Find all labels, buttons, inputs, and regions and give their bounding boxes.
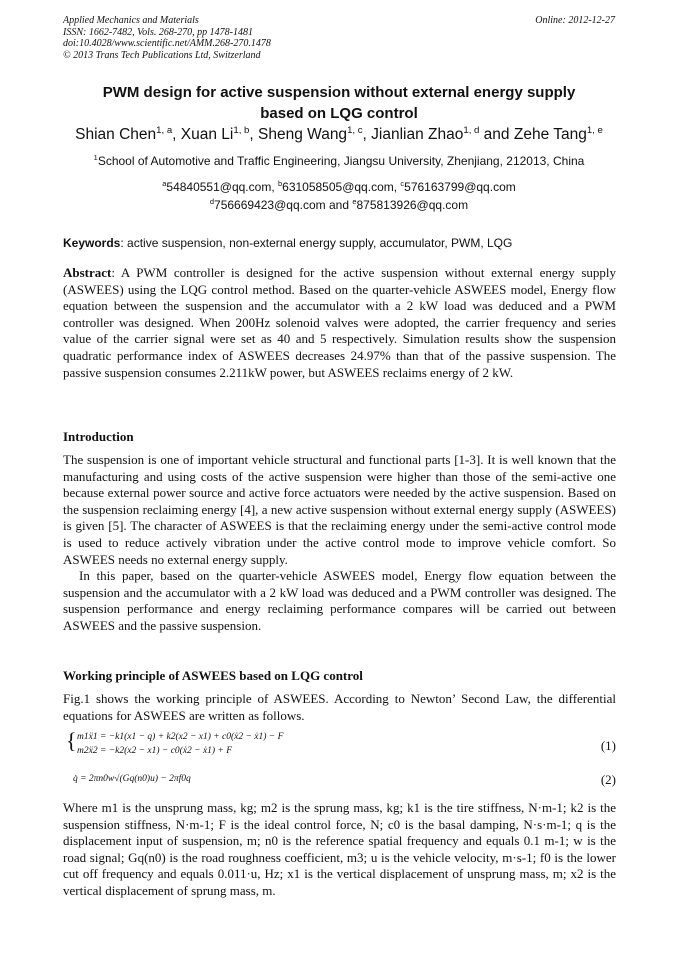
author-sup: 1, c: [347, 124, 363, 136]
introduction-body: [63, 452, 616, 635]
equation-1-line-1: m1ẍ1 = −k1(x1 − q) + k2(x2 − x1) + c0(ẋ2 − ẋ1) − F: [77, 732, 284, 742]
email-b[interactable]: 631058505@qq.com: [282, 180, 394, 194]
author-sup: 1, a: [156, 124, 173, 136]
keywords-text: active suspension, non-external energy supply, accumulator, PWM, LQG: [127, 236, 513, 250]
introduction-heading: Introduction: [63, 429, 134, 444]
email-e[interactable]: 875813926@qq.com: [356, 198, 469, 212]
equation-1-line-2: m2ẍ2 = −k2(x2 − x1) − c0(ẋ2 − ẋ1) + F: [77, 746, 233, 756]
equation-2: [63, 770, 616, 792]
author-list: Shian Chen$^{1, a}$, Xuan Li$^{1, b}$, Sheng Wang$^{1, c}$, Jianlian Zhao$^{1, d}$ and Zehe Tang$^{1, e}$: [75, 124, 603, 143]
equation-1-number: (1): [600, 738, 616, 753]
author-name: Xuan Li: [180, 126, 234, 143]
affiliation: [0, 154, 678, 168]
online-date: Online: 2012-12-27: [535, 15, 615, 26]
title-line-2: based on LQG control: [260, 105, 418, 122]
author-name: Sheng Wang: [258, 126, 348, 143]
equation-2-body: q̇ = 2πn0w√(Gq(n0)u) − 2πf0q: [73, 774, 191, 784]
journal-header: [63, 15, 615, 61]
abstract-text: A PWM controller is designed for the active suspension without external energy supply (ASWEES) using the LQG control method. Based on the quarter-vehicle ASWEES model, Energy flow equation between the suspension and the accumulator with a 2 kW load was deduced and a PWM controller was designed. When 200Hz solenoid valves were adopted, the carrier frequency and series value of the carrier signal were set as 40 and 5 respectively. Simulation results show the suspension quadratic performance index of ASWEES decreases 24.97% than that of the passive suspension. The passive suspension consumes 2.211kW power, but ASWEES reclaims energy of 2 kW.: [63, 265, 616, 380]
affiliation-text: School of Automotive and Traffic Engineering, Jiangsu University, Zhenjiang, 212013, China: [97, 154, 585, 168]
working-principle-heading: Working principle of ASWEES based on LQG control: [63, 668, 363, 683]
email-c[interactable]: 576163799@qq.com: [404, 180, 516, 194]
author-sup: 1, d: [463, 124, 480, 136]
equation-2-number: (2): [600, 772, 616, 787]
author-name: Zehe Tang: [513, 126, 587, 143]
brace-icon: {: [66, 728, 77, 753]
keywords: Keywords: active suspension, non-external energy supply, accumulator, PWM, LQG: [63, 236, 513, 250]
copyright-line: © 2013 Trans Tech Publications Ltd, Switzerland: [63, 49, 261, 61]
journal-name: Applied Mechanics and Materials: [63, 15, 199, 26]
email-a[interactable]: 54840551@qq.com: [166, 180, 272, 194]
author-name: Jianlian Zhao: [371, 126, 464, 143]
paper-title: [0, 82, 678, 124]
intro-paragraph-2: In this paper, based on the quarter-vehicle ASWEES model, Energy flow equation between the suspension and the accumulator with a 2 kW load was deduced and a PWM controller was designed. The suspension performance and energy reclaiming performance compares will be carried out between ASWEES and the passive suspension.: [63, 568, 616, 633]
issn-line: ISSN: 1662-7482, Vols. 268-270, pp 1478-1481: [63, 26, 253, 38]
intro-paragraph-1: The suspension is one of important vehicle structural and functional parts [1-3]. It is well known that the manufacturing and using costs of the active suspension were higher than those of the semi-active one because external power source and active force actuators were needed by the active suspension. Based on the suspension reclaiming energy [4], a new active suspension without external energy supply (ASWEES) is given [5]. The character of ASWEES is that the reclaiming energy under the semi-active control mode is used to reduce actively vibration under the active control mode to improve vehicle comfort. So ASWEES needs no external energy supply.: [63, 452, 616, 567]
email-list: $^a$54840551@qq.com, $^b$631058505@qq.com, $^c$576163799@qq.com $^d$756669423@qq.com and $^e$875813926@qq.com: [162, 179, 516, 212]
variable-definitions: Where m1 is the unsprung mass, kg; m2 is the sprung mass, kg; k1 is the tire stiffness, N·m-1; k2 is the suspension stiffness, N·m-1; F is the ideal control force, N; c0 is the basal damping, N·s·m-1; q is the displacement input of suspension, m; n0 is the reference spatial frequency and equals 0.1 m-1; w is the road signal; Gq(n0) is the road roughness coefficient, m3; u is the vehicle velocity, m·s-1; f0 is the lower cut off frequency and equals 0.011·u, Hz; x1 is the vertical displacement of unsprung mass, m; x2 is the vertical displacement of sprung mass, m.: [63, 800, 616, 898]
doi-line: doi:10.4028/www.scientific.net/AMM.268-270.1478: [63, 38, 271, 49]
author-sup: 1, e: [586, 124, 603, 136]
abstract: Abstract: A PWM controller is designed for the active suspension without external energy supply (ASWEES) using the LQG control method. Based on the quarter-vehicle ASWEES model, Energy flow equation between the suspension and the accumulator with a 2 kW load was deduced and a PWM controller was designed. When 200Hz solenoid valves were adopted, the carrier frequency and series value of the carrier signal were set as 40 and 5 respectively. Simulation results show the suspension quadratic performance index of ASWEES decreases 24.97% than that of the passive suspension. The passive suspension consumes 2.211kW power, but ASWEES reclaims energy of 2 kW.: [63, 265, 616, 380]
author-sup: 1, b: [233, 124, 250, 136]
affiliation-mark: 1: [93, 153, 98, 162]
keywords-label: Keywords: [63, 236, 121, 250]
author-name: Shian Chen: [75, 126, 157, 143]
abstract-label: Abstract: [63, 265, 112, 280]
title-line-1: PWM design for active suspension without external energy supply: [102, 84, 576, 101]
email-d[interactable]: 756669423@qq.com: [214, 198, 326, 212]
equation-1: [63, 730, 616, 770]
working-principle-intro: Fig.1 shows the working principle of ASWEES. According to Newton’ Second Law, the differential equations for ASWEES are written as follows.: [63, 691, 616, 723]
